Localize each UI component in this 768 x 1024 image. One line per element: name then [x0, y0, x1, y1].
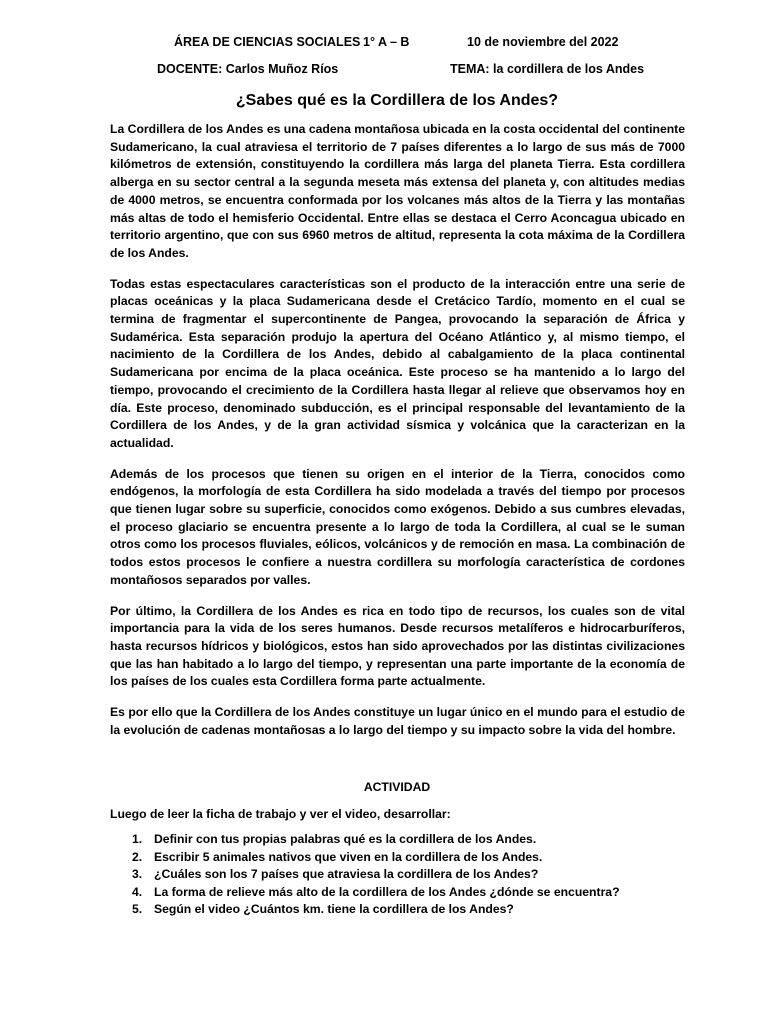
header-area: ÁREA DE CIENCIAS SOCIALES: [174, 35, 361, 49]
task-item: [110, 884, 620, 902]
paragraph: Es por ello que la Cordillera de los Andes constituye un lugar único en el mundo para el estudio de la evolución de cadenas montañosas a lo largo del tiempo y su impacto sobre la vida del hombre.: [110, 705, 685, 737]
task-number: 2.: [132, 849, 143, 864]
task-item: [110, 849, 620, 867]
task-number: 1.: [132, 832, 143, 846]
activity-task-list: [110, 831, 620, 919]
activity-title: ACTIVIDAD: [363, 780, 431, 794]
page-title: ¿Sabes qué es la Cordillera de los Andes?: [235, 92, 559, 109]
header-teacher: DOCENTE: Carlos Muñoz Ríos: [157, 62, 339, 76]
task-number: 3.: [132, 867, 143, 881]
task-item: [110, 831, 620, 849]
activity-instruction: Luego de leer la ficha de trabajo y ver el video, desarrollar:: [110, 807, 451, 821]
task-text: Definir con tus propias palabras qué es la cordillera de los Andes.: [154, 832, 537, 846]
header-date: 10 de noviembre del 2022: [467, 35, 619, 49]
paragraph: La Cordillera de los Andes es una cadena montañosa ubicada en la costa occidental del continente Sudamericano, la cual atraviesa el territorio de 7 países diferentes a lo largo de sus más de 7000 kilómetros de extensión, constituyendo la cordillera más larga del planeta Tierra. Esta cordillera alberga en su sector central a la segunda meseta más extensa del planeta y, con altitudes medias de 4000 metros, se encuentra conformada por los volcanes más altos de la Tierra y las montañas más altas de todo el hemisferio Occidental. Entre ellas se destaca el Cerro Aconcagua ubicado en territorio argentino, que con sus 6960 metros de altitud, representa la cota máxima de la Cordillera de los Andes.: [110, 122, 685, 260]
task-number: 4.: [132, 884, 143, 899]
header-grade: 1° A – B: [363, 35, 410, 49]
task-text: Según el video ¿Cuántos km. tiene la cordillera de los Andes?: [154, 902, 514, 916]
paragraph: Por último, la Cordillera de los Andes es rica en todo tipo de recursos, los cuales son de vital importancia para la vida de los seres humanos. Desde recursos metalíferos e hidrocarburíferos, hasta recursos hídricos y biológicos, estos han sido aprovechados por las distintas civilizaciones que las han habitado a lo largo del tiempo, y representan una parte importante de la economía de los países de los cuales esta Cordillera forma parte actualmente.: [110, 603, 685, 689]
paragraph: Además de los procesos que tienen su origen en el interior de la Tierra, conocidos como endógenos, la morfología de esta Cordillera ha sido modelada a través del tiempo por procesos que tienen lugar sobre su superficie, conocidos como exógenos. Debido a sus cumbres elevadas, el proceso glaciario se encuentra presente a lo largo de toda la Cordillera, al cual se le suman otros como los procesos fluviales, eólicos, volcánicos y de remoción en masa. La combinación de todos estos procesos le confiere a nuestra cordillera su morfología característica de cordones montañosos separados por valles.: [110, 466, 685, 587]
task-text: ¿Cuáles son los 7 países que atraviesa la cordillera de los Andes?: [154, 867, 539, 881]
task-item: [110, 866, 620, 884]
header-topic: TEMA: la cordillera de los Andes: [450, 62, 645, 76]
task-number: 5.: [132, 902, 143, 916]
task-text: La forma de relieve más alto de la cordillera de los Andes ¿dónde se encuentra?: [154, 884, 620, 899]
paragraph: Todas estas espectaculares características son el producto de la interacción entre una serie de placas oceánicas y la placa Sudamericana desde el Cretácico Tardío, momento en el cual se termina de fragmentar el supercontinente de Pangea, provocando la separación de África y Sudamérica. Esta separación produjo la apertura del Océano Atlántico y, al mismo tiempo, el nacimiento de la Cordillera de los Andes, debido al cabalgamiento de la placa continental Sudamericana por encima de la placa oceánica. Este proceso se ha mantenido a lo largo del tiempo, provocando el crecimiento de la Cordillera hasta llegar al relieve que observamos hoy en día. Este proceso, denominado subducción, es el principal responsable del levantamiento de la Cordillera de los Andes, y de la gran actividad sísmica y volcánica que la caracterizan en la actualidad.: [110, 276, 685, 450]
reading-text: [110, 121, 685, 753]
task-item: [110, 901, 620, 919]
task-text: Escribir 5 animales nativos que viven en la cordillera de los Andes.: [154, 849, 543, 864]
